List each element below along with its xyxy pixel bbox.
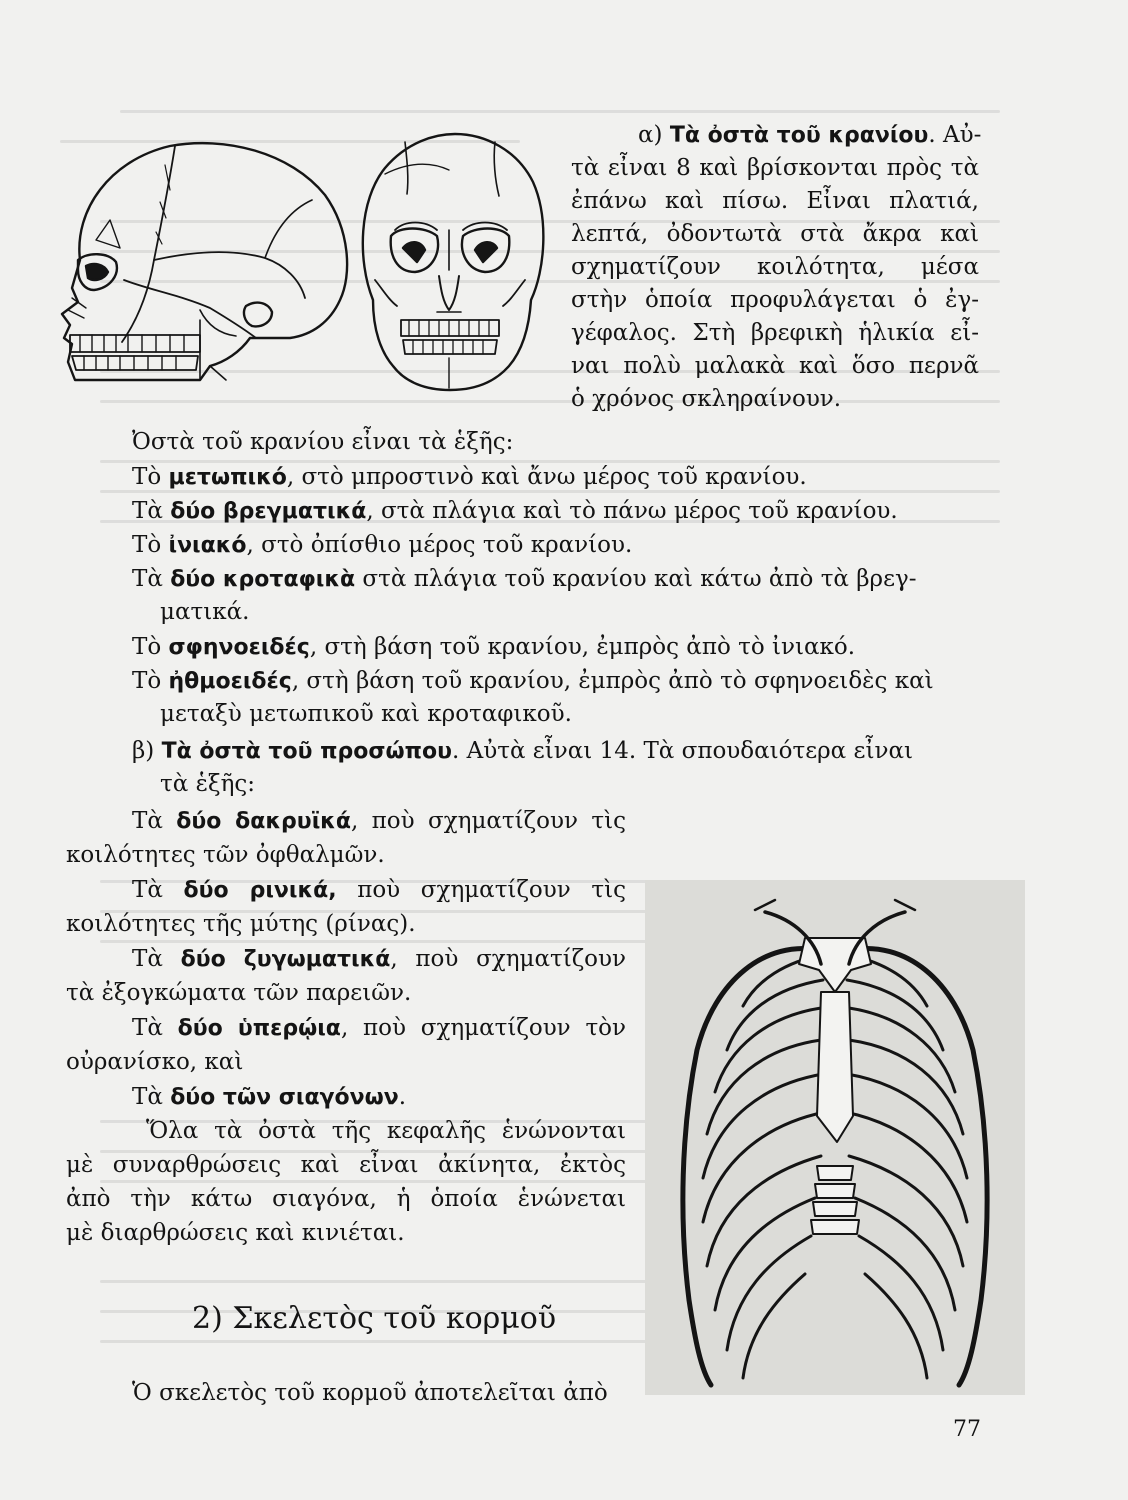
cranial-bone-0: Τὸ μετωπικό, στὸ μπροστινὸ καὶ ἄνω μέρος τοῦ κρανίου. bbox=[132, 464, 807, 490]
section-a-marker: α) bbox=[638, 122, 670, 148]
section-a-line-2: ἐπάνω καὶ πίσω. Εἶναι πλατιά, bbox=[571, 188, 979, 214]
facial-bone-1-cont: κοιλότητες τῆς μύτης (ρίνας). bbox=[66, 911, 416, 937]
closing-line-2: ἀπὸ τὴν κάτω σιαγόνα, ἡ ὁποία ἑνώνεται bbox=[66, 1186, 626, 1212]
closing-line-3: μὲ διαρθρώσεις καὶ κινιέται. bbox=[66, 1220, 405, 1246]
cranial-bone-3-cont: ματικά. bbox=[160, 599, 250, 625]
section-b-title-line: β) Τὰ ὀστὰ τοῦ προσώπου. Αὐτὰ εἶναι 14. Τὰ σπουδαιότερα εἶναι bbox=[132, 738, 913, 764]
section-b-marker: β) bbox=[132, 738, 162, 764]
cranial-bone-2: Τὸ ἰνιακό, στὸ ὀπίσθιο μέρος τοῦ κρανίου. bbox=[132, 532, 633, 558]
section-a-line-3: λεπτά, ὀδοντωτὰ στὰ ἄκρα καὶ bbox=[571, 221, 979, 247]
facial-bone-3-cont: οὐρανίσκο, καὶ bbox=[66, 1049, 244, 1075]
cranial-bone-3: Τὰ δύο κροταφικὰ στὰ πλάγια τοῦ κρανίου καὶ κάτω ἀπὸ τὰ βρεγ- bbox=[132, 566, 917, 592]
section-a-line-8: ὁ χρόνος σκληραίνουν. bbox=[571, 386, 842, 412]
facial-bone-3: Τὰ δύο ὑπερῴια, ποὺ σχηματίζουν τὸν bbox=[132, 1015, 626, 1041]
facial-bone-2: Τὰ δύο ζυγωματικά, ποὺ σχηματίζουν bbox=[132, 946, 626, 972]
cranial-bone-4: Τὸ σφηνοειδές, στὴ βάση τοῦ κρανίου, ἐμπρὸς ἀπὸ τὸ ἰνιακό. bbox=[132, 634, 856, 660]
section-a-line-0: . Αὐ- bbox=[928, 122, 982, 148]
section-b-title: Τὰ ὀστὰ τοῦ προσώπου bbox=[161, 739, 452, 764]
section-a-line-5: στὴν ὁποία προφυλάγεται ὁ ἐγ- bbox=[571, 287, 979, 313]
closing-line-1: μὲ συναρθρώσεις καὶ εἶναι ἀκίνητα, ἐκτὸς bbox=[66, 1152, 626, 1178]
section-a-line-6: γέφαλος. Στὴ βρεφικὴ ἡλικία εἶ- bbox=[571, 320, 979, 346]
cranial-intro: Ὀστὰ τοῦ κρανίου εἶναι τὰ ἑξῆς: bbox=[132, 429, 514, 455]
closing-line-0: Ὅλα τὰ ὀστὰ τῆς κεφαλῆς ἑνώνονται bbox=[146, 1118, 626, 1144]
facial-bone-0-cont: κοιλότητες τῶν ὀφθαλμῶν. bbox=[66, 842, 385, 868]
facial-bone-0: Τὰ δύο δακρυϊκά, ποὺ σχηματίζουν τὶς bbox=[132, 808, 626, 834]
section-a-title-line bbox=[638, 120, 981, 151]
skull-lateral-illustration bbox=[50, 130, 370, 390]
cranial-bone-1: Τὰ δύο βρεγματικά, στὰ πλάγια καὶ τὸ πάνω μέρος τοῦ κρανίου. bbox=[132, 498, 898, 524]
cranial-bone-5: Τὸ ἠθμοειδές, στὴ βάση τοῦ κρανίου, ἐμπρὸς ἀπὸ τὸ σφηνοειδὲς καὶ bbox=[132, 668, 934, 694]
section-a-line-4: σχηματίζουν κοιλότητα, μέσα bbox=[571, 254, 979, 280]
section-a-line-1: τὰ εἶναι 8 καὶ βρίσκονται πρὸς τὰ bbox=[571, 155, 979, 181]
facial-bone-4: Τὰ δύο τῶν σιαγόνων. bbox=[132, 1084, 407, 1110]
skull-frontal-illustration bbox=[345, 130, 555, 395]
section-a-line-7: ναι πολὺ μαλακὰ καὶ ὅσο περνᾶ bbox=[571, 353, 979, 379]
trunk-intro-line: Ὁ σκελετὸς τοῦ κορμοῦ ἀποτελεῖται ἀπὸ bbox=[132, 1380, 608, 1406]
section-2-heading: 2) Σκελετὸς τοῦ κορμοῦ bbox=[192, 1301, 557, 1336]
cranial-bone-5-cont: μεταξὺ μετωπικοῦ καὶ κροταφικοῦ. bbox=[160, 701, 572, 727]
facial-bone-1: Τὰ δύο ρινικά, ποὺ σχηματίζουν τὶς bbox=[132, 877, 626, 903]
page-number: 77 bbox=[953, 1417, 981, 1442]
section-b-cont: τὰ ἑξῆς: bbox=[160, 771, 255, 797]
rib-cage-illustration bbox=[645, 880, 1025, 1395]
facial-bone-2-cont: τὰ ἐξογκώματα τῶν παρειῶν. bbox=[66, 980, 412, 1006]
section-a-title: Τὰ ὀστὰ τοῦ κρανίου bbox=[669, 123, 929, 148]
